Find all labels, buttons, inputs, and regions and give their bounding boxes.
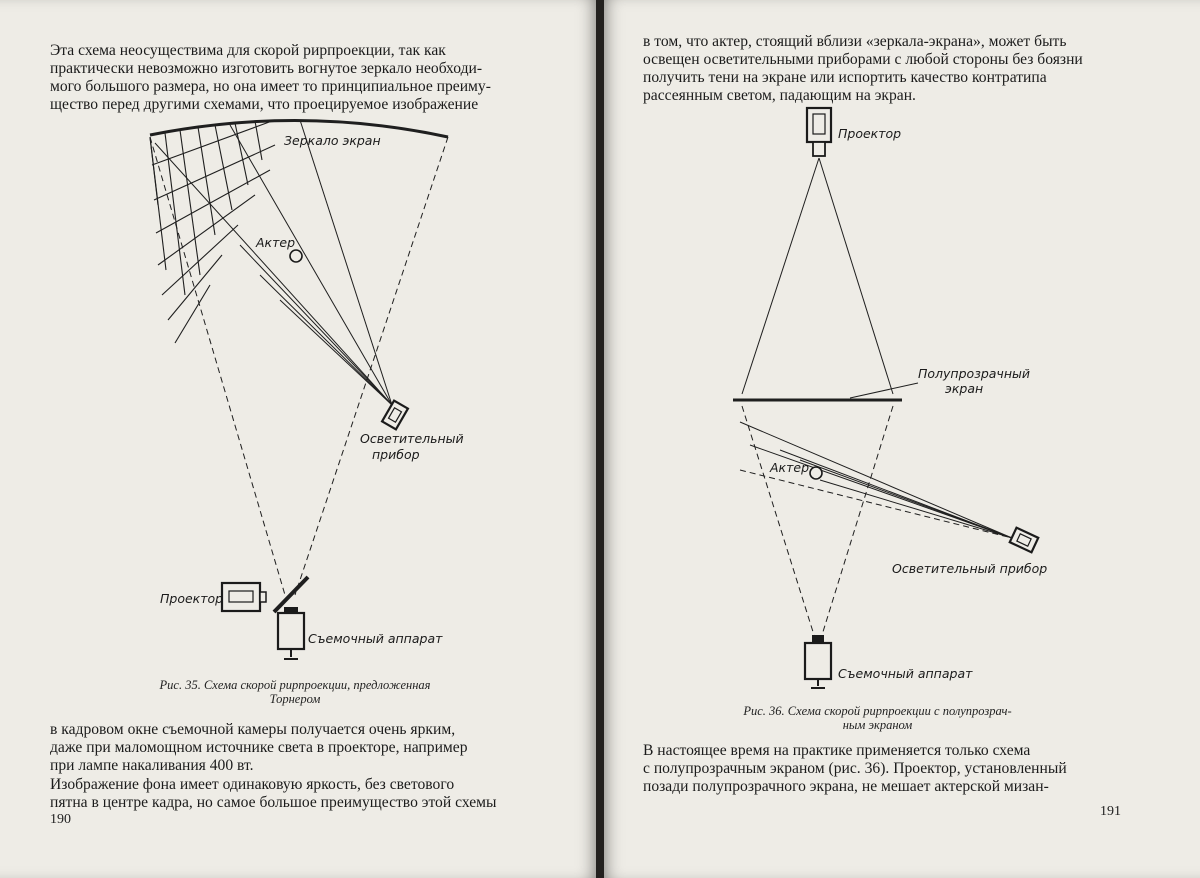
projector-icon	[222, 583, 266, 611]
label-lighting-36: Осветительный прибор	[892, 561, 1048, 576]
projector-cone-left	[742, 158, 819, 394]
right-page	[600, 0, 1200, 878]
projector-icon-36	[807, 108, 831, 156]
label-lighting-line2: прибор	[372, 447, 420, 462]
lighting-device-icon-36	[1010, 528, 1039, 553]
light-ray-36-5	[820, 480, 1012, 538]
right-paragraph-bottom: В настоящее время на практике применяется только схема с полупрозрачным экраном (рис. 36). Проектор, установленный позади полупрозрачного экрана, не мешает актерской мизан-	[643, 742, 1067, 795]
left-paragraph-top: Эта схема неосуществима для скорой рирпроекции, так как практически невозможно изготовить вогнутое зеркало необходи- мого большого размера, но она имеет то принципиальное преиму- щество перед другими схемами, что проецируемое изображение	[50, 42, 491, 113]
projection-mirror	[274, 577, 308, 612]
label-projector-36: Проектор	[838, 126, 902, 141]
projector-cone-right	[819, 158, 893, 394]
camera-cone-right	[822, 406, 893, 635]
label-camera: Съемочный аппарат	[308, 631, 443, 646]
actor-circle-36	[810, 467, 822, 479]
label-lighting-line1: Осветительный	[360, 431, 464, 446]
light-ray-5	[260, 275, 392, 405]
light-ray-36-4	[800, 460, 1012, 538]
left-paragraph-bottom-2: Изображение фона имеет одинаковую яркость, без светового пятна в центре кадра, но самое большое преимущество этой схемы	[50, 776, 497, 811]
figure-35-diagram	[0, 115, 600, 645]
label-mirror-screen: Зеркало экран	[284, 133, 381, 148]
camera-icon	[278, 607, 304, 659]
book-gutter	[596, 0, 604, 878]
actor-circle	[290, 250, 302, 262]
label-camera-36: Съемочный аппарат	[838, 666, 973, 681]
camera-icon-36	[805, 635, 831, 688]
mirror-hatching	[150, 121, 275, 343]
cone-right-dashed	[295, 137, 448, 595]
figure-36-diagram	[600, 100, 1200, 700]
cone-left-dashed	[150, 137, 285, 595]
screen-leader-line	[850, 383, 918, 398]
figure-36-caption: Рис. 36. Схема скорой рирпроекции с полупрозрач- ным экраном	[743, 704, 1012, 732]
label-projector: Проектор	[160, 591, 224, 606]
page-number-right: 191	[1100, 804, 1121, 819]
label-actor-36: Актер	[770, 460, 810, 475]
label-actor: Актер	[256, 235, 296, 250]
camera-cone-left	[742, 406, 814, 635]
light-ray-2	[230, 125, 392, 405]
label-screen-line1: Полупрозрачный	[918, 366, 1030, 381]
light-ray-4	[240, 245, 392, 405]
right-paragraph-top: в том, что актер, стоящий вблизи «зеркала-экрана», может быть освещен осветительными приборами с любой стороны без боязни получить тени на экране или испортить качество контратипа рассеянным светом, падающим на экран.	[643, 33, 1083, 104]
lighting-device-icon	[382, 401, 408, 430]
label-screen-line2: экран	[945, 381, 984, 396]
page-number-left: 190	[50, 812, 71, 827]
figure-35-caption: Рис. 35. Схема скорой рирпроекции, предложенная Торнером	[159, 678, 431, 706]
left-paragraph-bottom-1: в кадровом окне съемочной камеры получается очень ярким, даже при маломощном источнике света в проекторе, например при лампе накаливания 400 вт.	[50, 721, 468, 774]
